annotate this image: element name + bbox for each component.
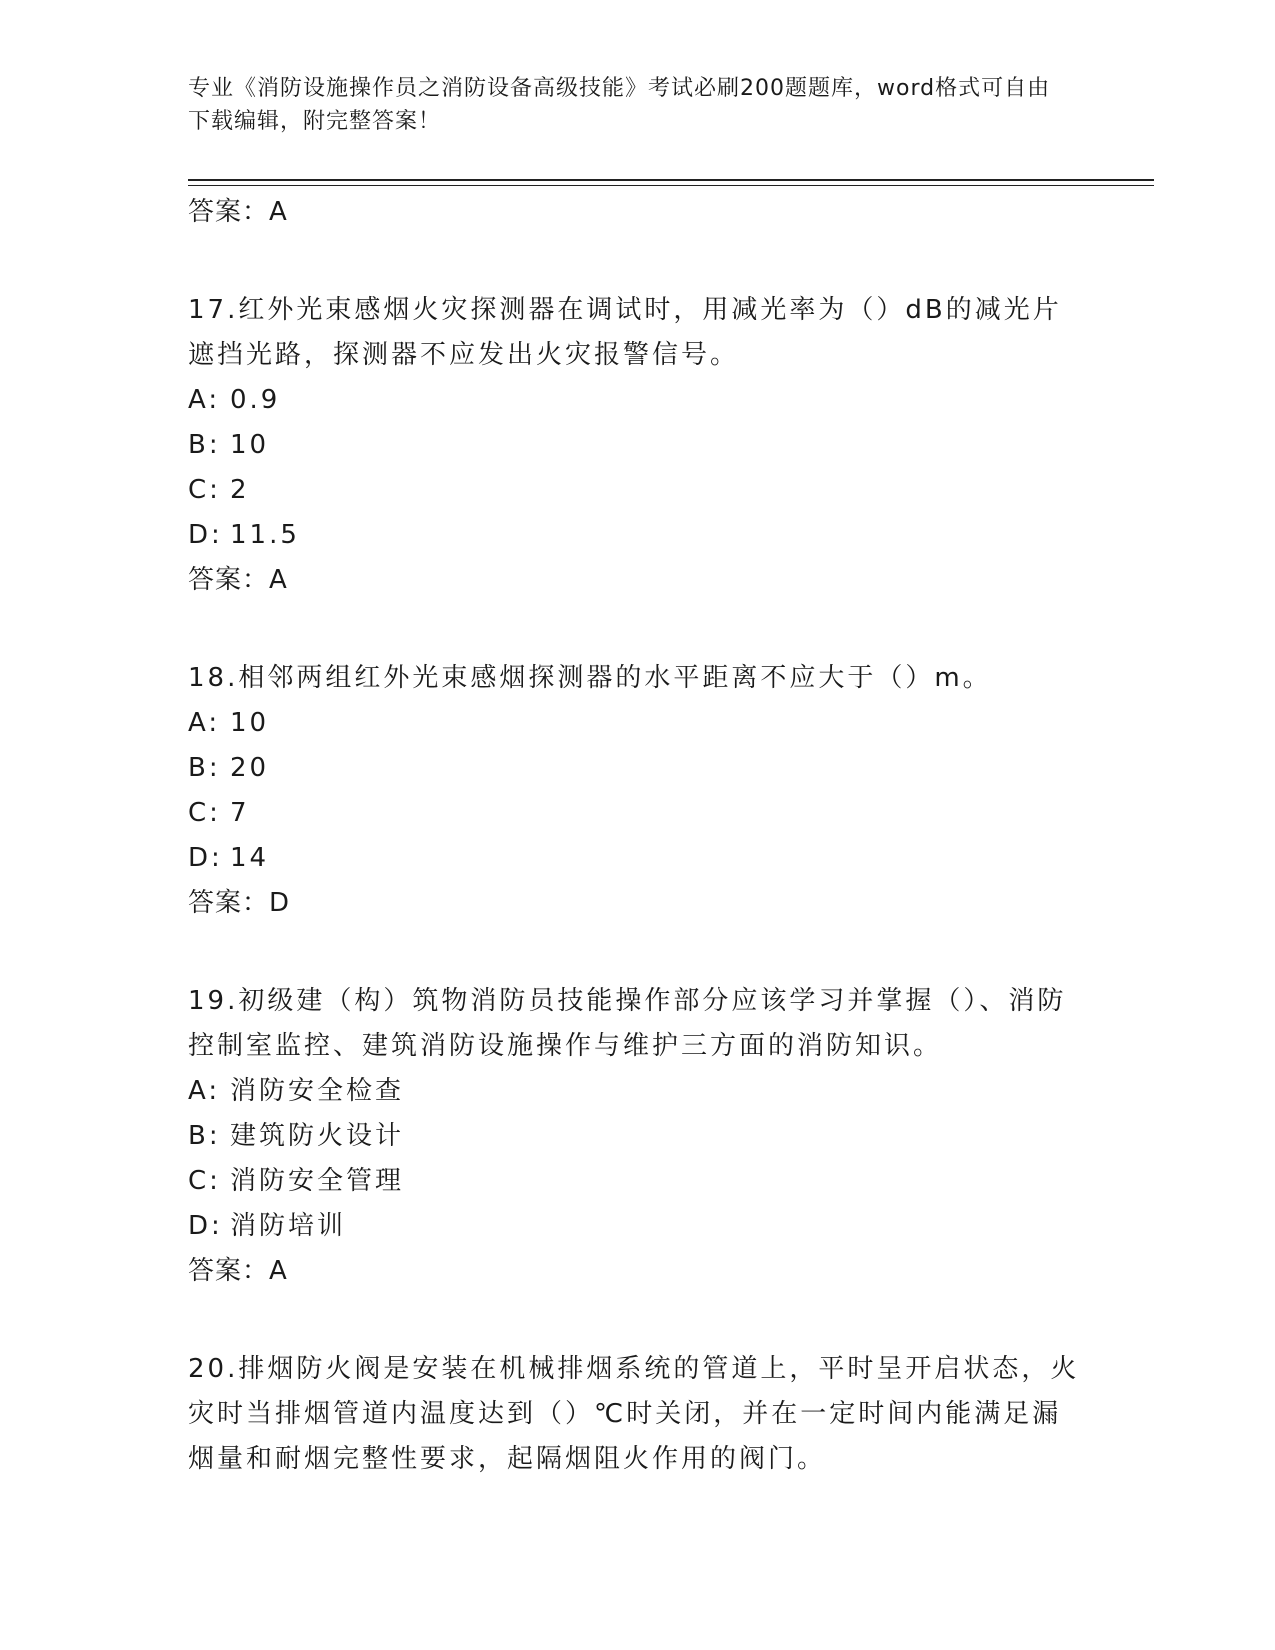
option-value: 0.9 — [230, 385, 281, 415]
option-d — [188, 836, 1088, 881]
answer-line: 答案：A — [188, 565, 288, 595]
option-a — [188, 701, 1088, 746]
question-text: 18.相邻两组红外光束感烟探测器的水平距离不应大于（）m。 — [188, 663, 992, 693]
option-value: 10 — [230, 430, 270, 460]
option-value: 7 — [230, 798, 250, 828]
option-value: 11.5 — [230, 520, 300, 550]
option-d — [188, 1204, 1088, 1249]
header-divider-thin — [188, 185, 1154, 186]
question-text: 17.红外光束感烟火灾探测器在调试时，用减光率为（）dB的减光片遮挡光路，探测器不应发出火灾报警信号。 — [188, 295, 1062, 370]
option-key: A: — [188, 1076, 221, 1106]
option-key: B: — [188, 753, 221, 783]
answer-line: 答案：D — [188, 888, 291, 918]
question-block — [188, 1347, 1088, 1482]
option-key: A: — [188, 385, 221, 415]
option-a — [188, 1069, 1088, 1114]
option-value: 10 — [230, 708, 270, 738]
option-a — [188, 378, 1088, 423]
question-text: 19.初级建（构）筑物消防员技能操作部分应该学习并掌握（）、消防控制室监控、建筑消防设施操作与维护三方面的消防知识。 — [188, 986, 1067, 1061]
option-key: C: — [188, 475, 221, 505]
answer-line: 答案：A — [188, 1256, 288, 1286]
option-c — [188, 791, 1088, 836]
question-block — [188, 979, 1088, 1293]
question-text: 20.排烟防火阀是安装在机械排烟系统的管道上，平时呈开启状态，火灾时当排烟管道内温度达到（）℃时关闭，并在一定时间内能满足漏烟量和耐烟完整性要求，起隔烟阻火作用的阀门。 — [188, 1354, 1080, 1474]
option-key: D: — [188, 1211, 223, 1241]
option-key: C: — [188, 798, 221, 828]
header-divider-thick — [188, 179, 1154, 181]
document-header — [188, 72, 1068, 138]
question-block — [188, 656, 1088, 925]
option-value: 消防培训 — [230, 1211, 347, 1241]
option-d — [188, 513, 1088, 558]
option-value: 2 — [230, 475, 250, 505]
question-list — [188, 188, 1088, 1482]
option-value: 消防安全检查 — [230, 1076, 405, 1106]
option-c — [188, 1159, 1088, 1204]
option-c — [188, 468, 1088, 513]
previous-answer: 答案：A — [188, 197, 288, 227]
option-key: D: — [188, 843, 223, 873]
option-b — [188, 1114, 1088, 1159]
option-key: B: — [188, 1121, 221, 1151]
option-key: C: — [188, 1166, 221, 1196]
question-block — [188, 288, 1088, 602]
option-b — [188, 746, 1088, 791]
option-value: 20 — [230, 753, 270, 783]
option-key: B: — [188, 430, 221, 460]
option-value: 消防安全管理 — [230, 1166, 405, 1196]
option-b — [188, 423, 1088, 468]
option-value: 建筑防火设计 — [230, 1121, 405, 1151]
option-value: 14 — [230, 843, 270, 873]
option-key: A: — [188, 708, 221, 738]
option-key: D: — [188, 520, 223, 550]
header-text: 专业《消防设施操作员之消防设备高级技能》考试必刷200题题库，word格式可自由下载编辑，附完整答案！ — [188, 76, 1051, 134]
